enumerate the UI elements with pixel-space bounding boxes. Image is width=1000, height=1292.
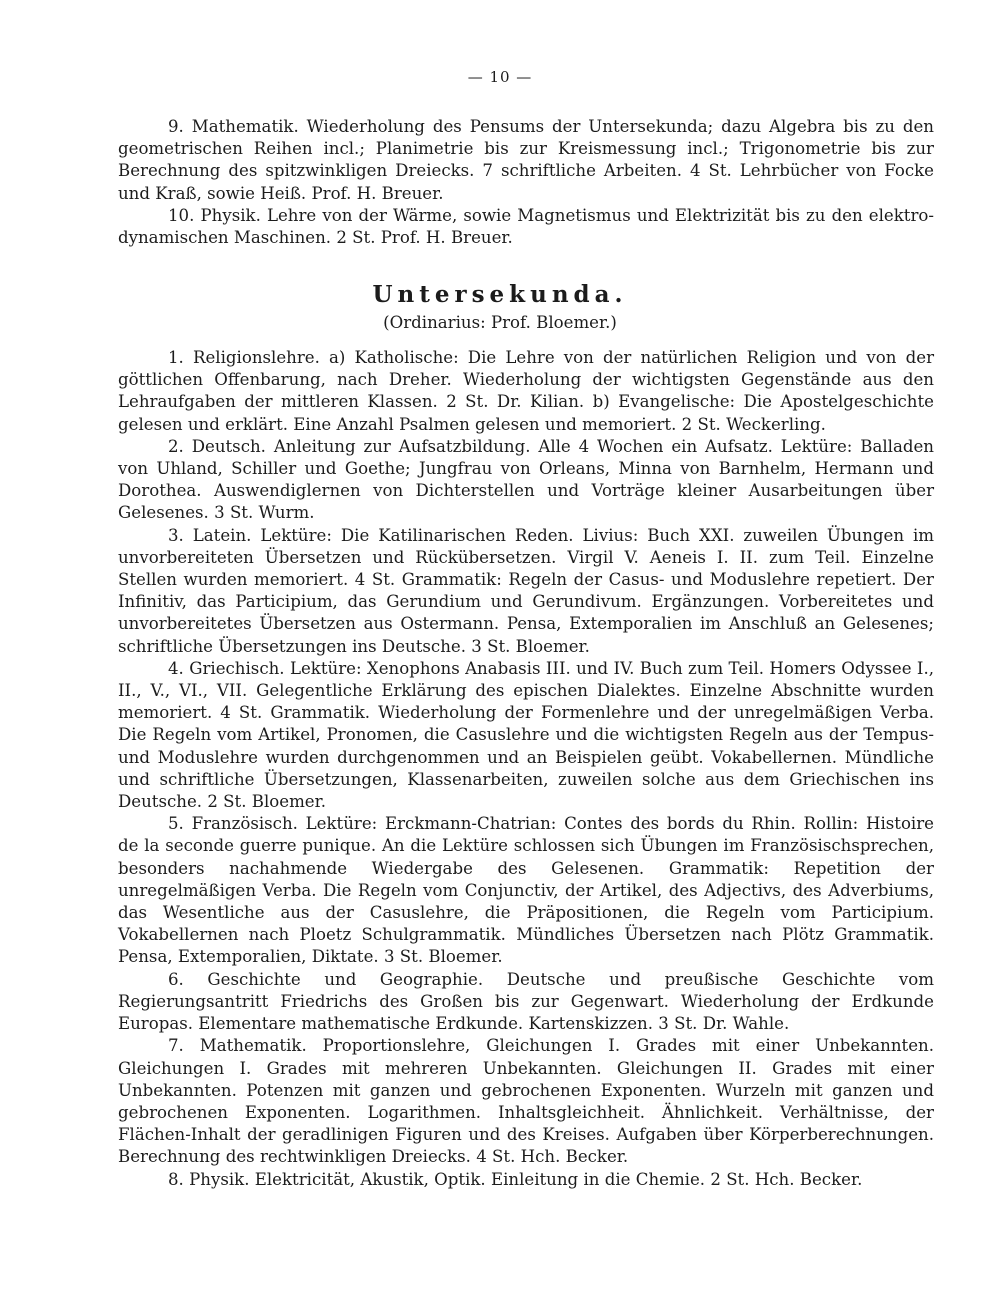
class-heading-untersekunda: Untersekunda.	[372, 281, 628, 308]
section-griechisch: 4. Griechisch. Lektüre: Xenophons Anabasis III. und IV. Buch zum Teil. Homers Odyssee I., II., V., VI., VII. Gelegentliche Erklärung des epischen Dialektes. Einzelne Abschnitte wurden memoriert. 4 St. Grammatik. Wiederholung der Formenlehre und der unregelmäßigen Verba. Die Regeln vom Artikel, Pronomen, die Casuslehre und die wichtigsten Regeln aus der Tempus- und Moduslehre wurden durchgenommen und an Beispielen geübt. Vokabellernen. Mündliche und schriftliche Übersetzungen, Klassenarbeiten, zuweilen solche aus dem Griechischen ins Deutsche. 2 St. Bloemer.	[118, 658, 934, 812]
section-religionslehre: 1. Religionslehre. a) Katholische: Die Lehre von der natürlichen Religion und von der göttlichen Offenbarung, nach Dreher. Wiederholung der wichtigsten Gegenstände aus den Lehraufgaben der mittleren Klassen. 2 St. Dr. Kilian. b) Evangelische: Die Apostelgeschichte gelesen und erklärt. Eine Anzahl Psalmen gelesen und memoriert. 2 St. Weckerling.	[118, 348, 934, 434]
obersekunda-continuation	[118, 116, 934, 249]
section-deutsch: 2. Deutsch. Anleitung zur Aufsatzbildung. Alle 4 Wochen ein Aufsatz. Lektüre: Balladen von Uhland, Schiller und Goethe; Jungfrau von Orleans, Minna von Barnhelm, Hermann und Dorothea. Auswendiglernen von Dichterstellen und Vorträge kleiner Ausarbeitungen über Gelesenes. 3 St. Wurm.	[118, 436, 934, 523]
untersekunda-curriculum	[118, 347, 934, 1191]
section-mathematik-obersekunda: 9. Mathematik. Wiederholung des Pensums der Untersekunda; dazu Algebra bis zu den geometrischen Reihen incl.; Planimetrie bis zur Kreismessung incl.; Trigonometrie bis zur Berechnung des spitzwinkligen Dreiecks. 7 schriftliche Arbeiten. 4 St. Lehrbücher von Focke und Kraß, sowie Heiß. Prof. H. Breuer.	[118, 117, 934, 203]
section-physik: 8. Physik. Elektricität, Akustik, Optik. Einleitung in die Chemie. 2 St. Hch. Becker.	[168, 1169, 863, 1189]
section-physik-obersekunda: 10. Physik. Lehre von der Wärme, sowie Magnetismus und Elektrizität bis zu den elektro-dynamischen Maschinen. 2 St. Prof. H. Breuer.	[118, 205, 934, 248]
page-number: — 10 —	[467, 68, 533, 86]
section-geschichte-geographie: 6. Geschichte und Geographie. Deutsche und preußische Geschichte vom Regierungsantritt Friedrichs des Großen bis zur Gegenwart. Wiederholung der Erdkunde Europas. Elementare mathematische Erdkunde. Kartenskizzen. 3 St. Dr. Wahle.	[118, 969, 934, 1034]
section-franzoesisch: 5. Französisch. Lektüre: Erckmann-Chatrian: Contes des bords du Rhin. Rollin: Histoire de la seconde guerre punique. An die Lektüre schlossen sich Übungen im Französischsprechen, besonders nachahmende Wiedergabe des Gelesenen. Grammatik: Repetition der unregelmäßigen Verba. Die Regeln vom Conjunctiv, der Artikel, des Adjectivs, des Adverbiums, das Wesentliche aus der Casuslehre, die Präpositionen, die Regeln vom Participium. Vokabellernen nach Ploetz Schulgrammatik. Mündliches Übersetzen nach Plötz Grammatik. Pensa, Extemporalien, Diktate. 3 St. Bloemer.	[118, 814, 934, 967]
section-latein: 3. Latein. Lektüre: Die Katilinarischen Reden. Livius: Buch XXI. zuweilen Übungen im unvorbereiteten Übersetzen und Rückübersetzen. Virgil V. Aeneis I. II. zum Teil. Einzelne Stellen wurden memoriert. 4 St. Grammatik: Regeln der Casus- und Moduslehre repetiert. Der Infinitiv, das Participium, das Gerundium und Gerundivum. Ergänzungen. Vorbereitetes und unvorbereitetes Übersetzen aus Ostermann. Pensa, Extemporalien im Anschluß an Gelesenes; schriftliche Übersetzungen ins Deutsche. 3 St. Bloemer.	[118, 525, 934, 656]
ordinarius-line: (Ordinarius: Prof. Bloemer.)	[383, 313, 617, 332]
section-mathematik: 7. Mathematik. Proportionslehre, Gleichungen I. Grades mit einer Unbekannten. Gleichungen I. Grades mit mehreren Unbekannten. Gleichungen II. Grades mit einer Unbekannten. Potenzen mit ganzen und gebrochenen Exponenten. Wurzeln mit ganzen und gebrochenen Exponenten. Logarithmen. Inhaltsgleichheit. Ähnlichkeit. Verhältnisse, der Flächen-Inhalt der geradlinigen Figuren und des Kreises. Aufgaben über Körperberechnungen. Berechnung des rechtwinkligen Dreiecks. 4 St. Hch. Becker.	[118, 1036, 934, 1167]
